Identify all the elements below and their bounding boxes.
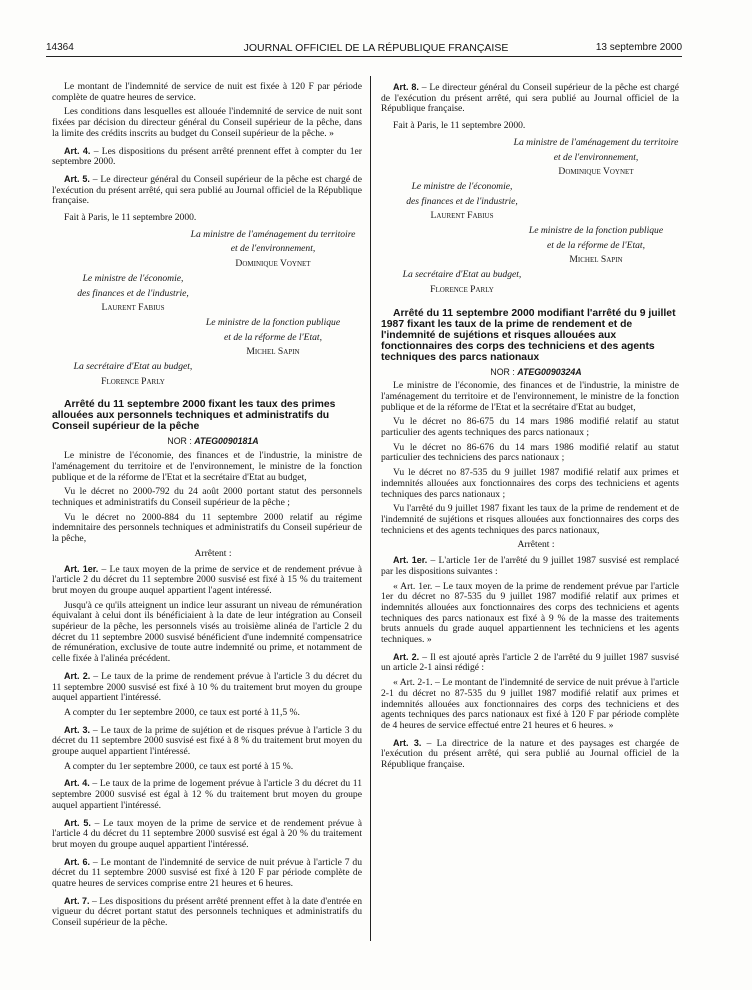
right-column: [381, 82, 679, 777]
signature-fabius: [52, 274, 202, 314]
signature-role: des finances et de l'industrie,: [406, 195, 518, 207]
quoted-article: « Art. 2-1. – Le montant de l'indemnité de service de nuit prévue à l'article 2-1 du décret no 87-535 du 9 juillet 1987 modifié relatif aux primes et indemnités allouées aux fonctionnaires des corps des techniciens et des agents techniques des parcs nationaux est fixé à 120 F par période complète de 4 heures de service effectué entre 21 heures et 6 heures. »: [381, 677, 679, 731]
article-label: Art. 5.: [64, 173, 90, 184]
article-label: Art. 4.: [64, 778, 90, 789]
signature-name: Dominique Voynet: [235, 258, 311, 270]
signature-role: et de l'environnement,: [230, 243, 316, 255]
signature-sapin: [52, 318, 362, 358]
signature-voynet: [52, 230, 362, 270]
signature-sapin: [381, 226, 679, 266]
paragraph: Les conditions dans lesquelles est allouée l'indemnité de service de nuit sont fixées par décision du directeur général du Conseil supérieur de la pêche, dans la limite des crédits inscrits au budget du Conseil supérieur de la pêche. »: [52, 106, 362, 139]
signature-role: et de l'environnement,: [553, 151, 639, 163]
quoted-article: « Art. 1er. – Le taux moyen de la prime de rendement prévue par l'article 1er du décret no 87-535 du 9 juillet 1987 modifié relatif aux primes et indemnités allouées aux fonctionnaires des corps des techniciens et agents techniques des parcs nationaux est fixé à 9 % de la masse des traitements bruts annuels du grade auquel appartiennent les techniciens et les agents techniques. »: [381, 580, 679, 646]
fait-a-paris: Fait à Paris, le 11 septembre 2000.: [64, 212, 197, 224]
preamble-paragraph: Vu le décret no 87-535 du 9 juillet 1987 modifié relatif aux primes et indemnités allouées aux fonctionnaires des corps des techniciens et agents techniques des parcs nationaux ;: [381, 467, 679, 500]
header-rule: [46, 56, 682, 57]
article-label: Art. 2.: [393, 651, 420, 662]
article-7: [52, 896, 362, 929]
preamble-paragraph: Vu le décret no 86-676 du 14 mars 1986 modifié relatif au statut particulier des techniciens des parcs nationaux ;: [381, 441, 679, 464]
signature-role: et de la réforme de l'Etat,: [224, 331, 322, 343]
signature-role: La secrétaire d'Etat au budget,: [73, 361, 193, 373]
article-label: Art. 3.: [64, 724, 91, 735]
column-divider: [370, 76, 371, 941]
article-5: [52, 174, 362, 207]
article-text: – Les dispositions du présent arrêté prennent effet à la date d'entrée en vigueur du décret portant statut des personnels techniques et administratifs du Conseil supérieur de la pêche.: [52, 895, 362, 929]
paragraph: A compter du 1er septembre 2000, ce taux est porté à 11,5 %.: [64, 706, 300, 718]
article-text: – La directrice de la nature et des paysages est chargée de l'exécution du présent arrêté, qui sera publié au Journal officiel de la République française.: [381, 737, 679, 771]
article-text: – Le taux de la prime de sujétion et de risques prévue à l'article 3 du décret du 11 septembre 2000 susvisé est fixé à 8 % du traitement brut moyen du groupe auquel appartient l'intéressé.: [52, 724, 362, 758]
signature-name: Florence Parly: [101, 375, 165, 387]
journal-title: JOURNAL OFFICIEL DE LA RÉPUBLIQUE FRANÇAISE: [243, 42, 509, 54]
signature-name: Laurent Fabius: [430, 210, 494, 222]
preamble-paragraph: Vu le décret no 2000-792 du 24 août 2000 portant statut des personnels techniques et administratifs du Conseil supérieur de la pêche ;: [52, 486, 362, 508]
signature-role: La ministre de l'aménagement du territoire: [513, 136, 679, 148]
arretent-heading: Arrêtent :: [194, 547, 232, 559]
article-text: – Le directeur général du Conseil supérieur de la pêche est chargé de l'exécution du présent arrêté, qui sera publié au Journal officiel de la République française.: [381, 82, 679, 115]
article-3: [52, 725, 362, 758]
signature-name: Michel Sapin: [569, 254, 623, 266]
nor-reference: NOR : ATEG0090324A: [490, 366, 582, 377]
issue-date: 13 septembre 2000: [595, 42, 682, 53]
article-text: – Le taux de la prime de rendement prévue à l'article 3 du décret du 11 septembre 2000 susvisé est fixé à 10 % du traitement brut moyen du groupe auquel appartient l'intéressé.: [52, 670, 362, 704]
signature-name: Michel Sapin: [246, 346, 300, 358]
paragraph: A compter du 1er septembre 2000, ce taux est porté à 15 %.: [64, 760, 294, 772]
article-8: [381, 82, 679, 115]
signature-name: Florence Parly: [430, 283, 494, 295]
preamble-paragraph: Le ministre de l'économie, des finances et de l'industrie, la ministre de l'aménagement du territoire et de l'environnement, le ministre de la fonction publique et de la réforme de l'Etat et la secrétaire d'Etat au budget,: [381, 380, 679, 413]
article-4: [52, 146, 362, 168]
article-text: – Le taux de la prime de logement prévue à l'article 3 du décret du 11 septembre 2000 susvisé est égal à 12 % du traitement brut moyen du groupe auquel appartient l'intéressé.: [52, 778, 362, 811]
fait-a-paris: Fait à Paris, le 11 septembre 2000.: [393, 120, 526, 132]
signature-role: Le ministre de l'économie,: [82, 272, 184, 284]
signature-name: Laurent Fabius: [101, 302, 165, 314]
nor-reference: NOR : ATEG0090181A: [167, 436, 259, 447]
signature-role: Le ministre de la fonction publique: [528, 225, 664, 237]
article-text: – Les dispositions du présent arrêté prennent effet à compter du 1er septembre 2000.: [52, 145, 362, 168]
signature-parly: [52, 362, 202, 387]
article-label: Art. 5.: [64, 817, 91, 828]
signature-role: Le ministre de la fonction publique: [205, 316, 341, 328]
article-6: [52, 857, 362, 890]
signature-role: La ministre de l'aménagement du territoire: [190, 228, 356, 240]
preamble-paragraph: Le ministre de l'économie, des finances et de l'industrie, la ministre de l'aménagement du territoire et de l'environnement, le ministre de la fonction publique et de la réforme de l'Etat et la secrétaire d'Etat au budget,: [52, 450, 362, 483]
left-column: [52, 82, 362, 935]
article-3: [381, 738, 679, 771]
article-text: – L'article 1er de l'arrêté du 9 juillet 1987 susvisé est remplacé par les dispositions suivantes :: [381, 555, 679, 577]
signature-role: La secrétaire d'Etat au budget,: [402, 269, 522, 281]
article-1: [52, 564, 362, 597]
article-label: Art. 6.: [64, 856, 91, 867]
page-header: [0, 42, 752, 56]
article-text: – Le taux moyen de la prime de service et de rendement prévue à l'article 4 du décret du 11 septembre 2000 susvisé est égal à 20 % du traitement brut moyen du groupe auquel appartient l'intéressé.: [52, 817, 362, 850]
signature-role: des finances et de l'industrie,: [77, 287, 189, 299]
article-label: Art. 4.: [64, 145, 91, 156]
preamble-paragraph: Vu le décret no 86-675 du 14 mars 1986 modifié relatif au statut particulier des agents techniques des parcs nationaux ;: [381, 416, 679, 439]
paragraph: Jusqu'à ce qu'ils atteignent un indice leur assurant un niveau de rémunération équivalant à celui dont ils bénéficiaient à la date de leur intégration au Conseil supérieur de la pêche, les personnels visés au troisième alinéa de l'article 2 du décret du 11 septembre 2000 susvisé bénéficient d'une indemnité compensatrice de rémunération, exclusive de toute autre indemnité ou prime, et notamment de celle fixée à l'alinéa précédent.: [52, 599, 362, 665]
article-1: [381, 555, 679, 577]
signature-role: Le ministre de l'économie,: [411, 180, 513, 192]
article-2: [52, 671, 362, 704]
article-label: Art. 3.: [393, 737, 422, 748]
decree-title: Arrêté du 11 septembre 2000 fixant les taux des primes allouées aux personnels techniques et administratifs du Conseil supérieur de la pêche: [52, 399, 336, 433]
article-label: Art. 7.: [64, 895, 90, 906]
signature-name: Dominique Voynet: [558, 166, 634, 178]
signature-voynet: [381, 138, 679, 178]
article-label: Art. 1er.: [393, 555, 428, 566]
article-text: – Le directeur général du Conseil supérieur de la pêche est chargé de l'exécution du présent arrêté, qui sera publié au Journal officiel de la République française.: [52, 173, 362, 207]
article-text: – Le taux moyen de la prime de service et de rendement prévue à l'article 2 du décret du 11 septembre 2000 susvisé est fixé à 15 % du traitement brut moyen du groupe auquel appartient l'agent intéressé.: [52, 563, 362, 596]
article-text: – Le montant de l'indemnité de service de nuit prévue à l'article 7 du décret du 11 septembre 2000 susvisé est fixé à 120 F par période complète de quatre heures de services comprise entre 21 heures et 6 heures.: [52, 856, 363, 890]
preamble-paragraph: Vu l'arrêté du 9 juillet 1987 fixant les taux de la prime de rendement et de l'indemnité de sujétions et risques allouées aux fonctionnaires des corps des techniciens et des agents techniques des parcs nationaux,: [381, 503, 679, 536]
signature-fabius: [381, 182, 531, 222]
article-label: Art. 2.: [64, 670, 91, 681]
article-label: Art. 1er.: [64, 563, 99, 574]
article-5b: [52, 818, 362, 851]
arretent-heading: Arrêtent :: [517, 539, 555, 551]
preamble-paragraph: Vu le décret no 2000-884 du 11 septembre 2000 relatif au régime indemnitaire des personnels techniques et administratifs du Conseil supérieur de la pêche,: [52, 511, 362, 545]
article-2: [381, 652, 679, 674]
article-4b: [52, 778, 362, 811]
decree-title: Arrêté du 11 septembre 2000 modifiant l'arrêté du 9 juillet 1987 fixant les taux de la prime de rendement et de l'indemnité de sujétions et risques allouées aux fonctionnaires des corps des techniciens et des agents techniques des parcs nationaux: [381, 307, 676, 363]
paragraph: Le montant de l'indemnité de service de nuit est fixée à 120 F par période complète de quatre heures de service.: [52, 81, 362, 103]
article-label: Art. 8.: [393, 82, 419, 92]
signature-role: et de la réforme de l'Etat,: [547, 239, 645, 251]
page-number: 14364: [46, 42, 74, 53]
article-text: – Il est ajouté après l'article 2 de l'arrêté du 9 juillet 1987 susvisé un article 2-1 ainsi rédigé :: [381, 651, 679, 674]
signature-parly: [381, 270, 531, 295]
